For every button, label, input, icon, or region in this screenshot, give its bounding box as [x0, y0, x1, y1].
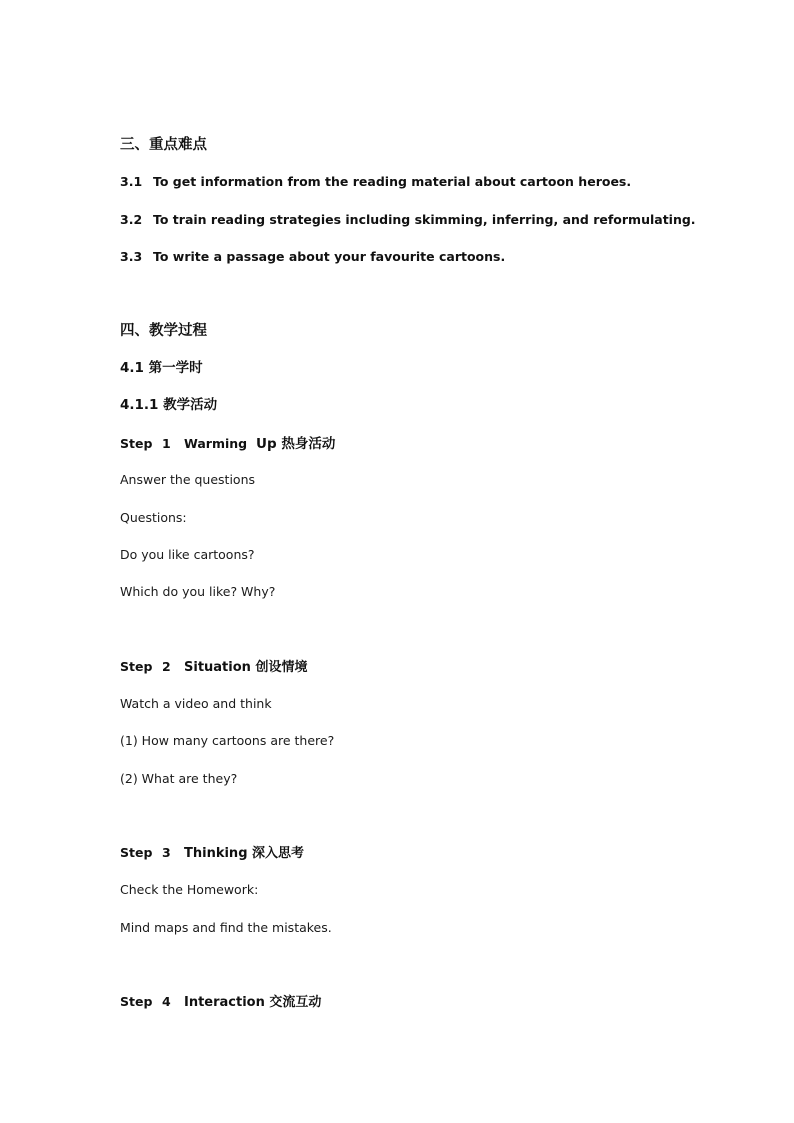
step-word: Step: [120, 994, 153, 1009]
step-text: (1) How many cartoons are there?: [120, 733, 335, 748]
step-title: Interaction 交流互动: [184, 995, 322, 1010]
step-number: 4: [162, 994, 171, 1009]
section-heading-key-points: 三、重点难点: [120, 137, 207, 153]
step-title-part: Warming: [184, 436, 248, 451]
subsection-heading: 4.1 第一学时: [120, 360, 203, 376]
step-text: Do you like cartoons?: [120, 547, 255, 562]
step-heading: [120, 843, 304, 864]
step-text: Answer the questions: [120, 472, 256, 487]
step-text: Mind maps and find the mistakes.: [120, 920, 332, 935]
step-number: 1: [162, 436, 171, 451]
step-heading: [120, 434, 335, 454]
step-word: Step: [120, 845, 153, 860]
objective-item: [120, 172, 631, 192]
objective-number: 3.3: [120, 249, 143, 264]
step-heading: [120, 992, 321, 1013]
objective-text: To get information from the reading material about cartoon heroes.: [153, 174, 632, 189]
step-number: 3: [162, 845, 171, 860]
step-number: 2: [162, 659, 171, 674]
step-text: Watch a video and think: [120, 696, 272, 711]
step-word: Step: [120, 436, 153, 451]
step-text: (2) What are they?: [120, 771, 238, 786]
step-heading: [120, 657, 307, 678]
step-text: Which do you like? Why?: [120, 584, 276, 599]
objective-item: [120, 247, 505, 267]
objective-text: To train reading strategies including skimming, inferring, and reformulating.: [153, 212, 696, 227]
objective-number: 3.2: [120, 212, 143, 227]
objective-text: To write a passage about your favourite cartoons.: [153, 249, 506, 264]
section-heading-teaching-process: 四、教学过程: [120, 323, 207, 339]
step-title-part: Up 热身活动: [256, 436, 336, 452]
step-text: Questions:: [120, 510, 187, 525]
step-word: Step: [120, 659, 153, 674]
step-title: Thinking 深入思考: [184, 846, 305, 861]
objective-item: [120, 210, 696, 230]
step-text: Check the Homework:: [120, 882, 259, 897]
objective-number: 3.1: [120, 174, 143, 189]
step-title: Situation 创设情境: [184, 660, 308, 675]
subsection-heading: 4.1.1 教学活动: [120, 397, 218, 413]
